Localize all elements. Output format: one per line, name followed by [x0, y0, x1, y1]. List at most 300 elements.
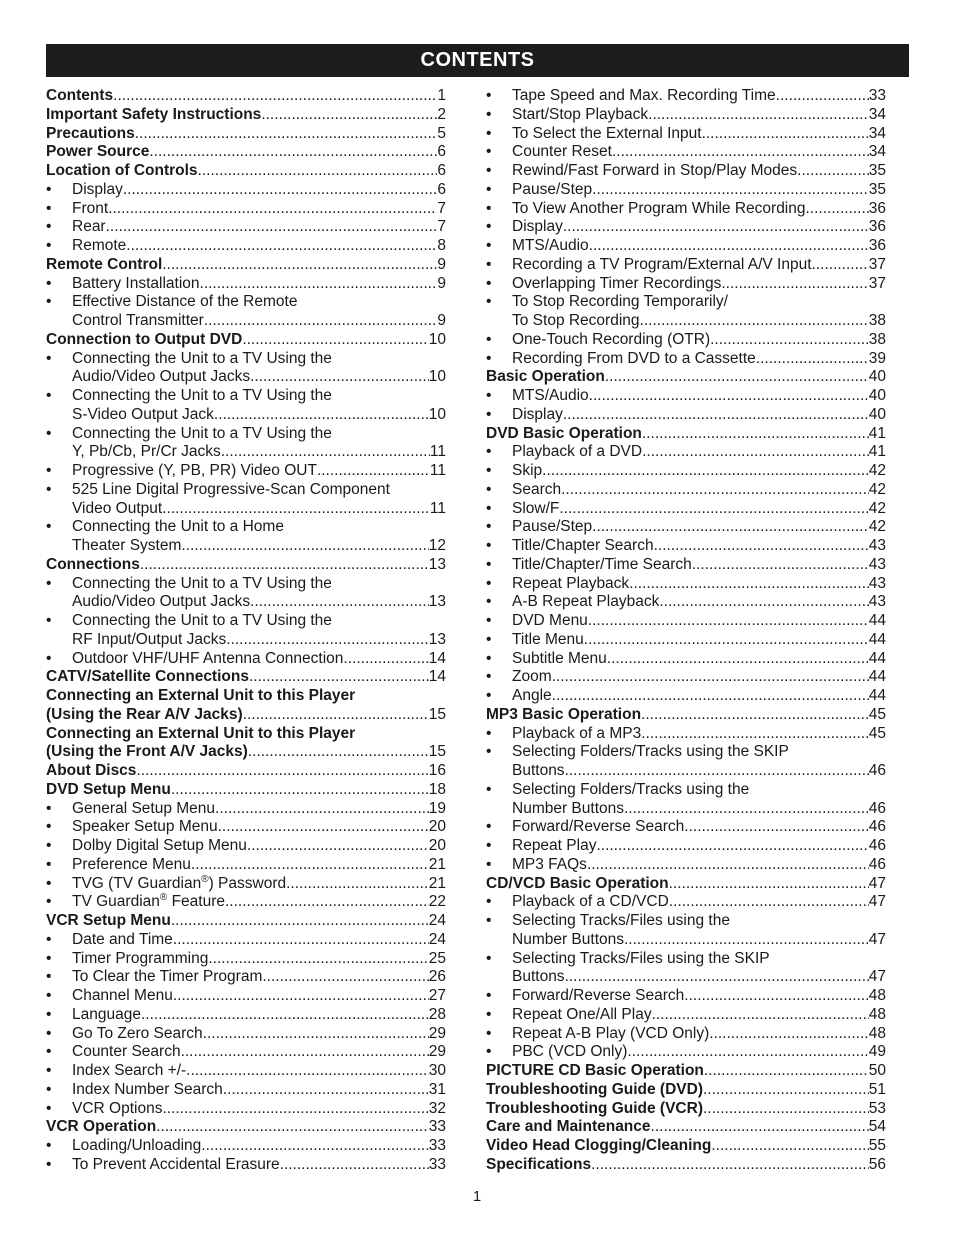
- toc-entry: [46, 706, 446, 725]
- toc-entry-page: 15: [428, 705, 446, 723]
- toc-entry-label: S-Video Output Jack: [72, 405, 214, 423]
- dot-leader: [250, 368, 429, 387]
- bullet-icon: •: [46, 387, 52, 404]
- toc-entry-page: 40: [868, 368, 886, 386]
- toc-entry-label: Go To Zero Search: [72, 1024, 203, 1042]
- toc-entry-page: 24: [428, 930, 446, 948]
- toc-entry-page: 11: [429, 462, 446, 479]
- toc-entry-page: 6: [437, 143, 446, 161]
- toc-entry-label: Control Transmitter: [72, 312, 204, 329]
- toc-entry-label: Recording From DVD to a Cassette: [512, 349, 756, 367]
- bullet-icon: •: [486, 987, 492, 1004]
- toc-entry-page: 22: [428, 893, 446, 911]
- dot-leader: [559, 500, 868, 519]
- toc-entry-label: Timer Programming: [72, 949, 209, 967]
- toc-entry: [486, 950, 886, 969]
- toc-right-column: [486, 87, 886, 1175]
- toc-entry: [486, 1062, 886, 1081]
- toc-entry: [486, 237, 886, 256]
- toc-entry: [486, 256, 886, 275]
- dot-leader: [280, 1156, 429, 1175]
- toc-entry-page: 5: [437, 124, 446, 142]
- toc-entry-label: CATV/Satellite Connections: [46, 668, 249, 686]
- toc-entry: [486, 800, 886, 819]
- toc-entry-label: Connections: [46, 555, 140, 573]
- toc-entry: [46, 912, 446, 931]
- toc-entry-page: 50: [868, 1062, 886, 1079]
- toc-entry-label: Buttons: [512, 762, 565, 779]
- bullet-icon: •: [486, 274, 492, 292]
- bullet-icon: •: [46, 874, 52, 892]
- toc-entry: [46, 106, 446, 125]
- dot-leader: [198, 162, 438, 181]
- toc-entry-label: Loading/Unloading: [72, 1137, 202, 1154]
- dot-leader: [221, 443, 430, 462]
- dot-leader: [126, 237, 437, 256]
- toc-entry-label: Title/Chapter Search: [512, 537, 654, 554]
- dot-leader: [181, 1043, 429, 1062]
- toc-entry: [486, 612, 886, 631]
- toc-entry-label: To Stop Recording Temporarily/: [512, 293, 728, 311]
- toc-entry: [486, 425, 886, 444]
- toc-entry-label: Language: [72, 1005, 141, 1023]
- toc-entry-page: 6: [437, 180, 446, 198]
- toc-entry-label: Basic Operation: [486, 368, 605, 386]
- toc-entry-label: Connecting the Unit to a TV Using the: [72, 387, 332, 404]
- toc-entry-page: 33: [428, 1137, 446, 1154]
- bullet-icon: •: [46, 1005, 52, 1023]
- toc-entry: [46, 650, 446, 669]
- toc-entry: [46, 1062, 446, 1081]
- dot-leader: [343, 650, 428, 669]
- toc-entry: [46, 781, 446, 800]
- toc-entry-label: Video Head Clogging/Cleaning: [486, 1137, 712, 1154]
- bullet-icon: •: [46, 1062, 52, 1079]
- toc-entry-page: 13: [428, 630, 446, 648]
- toc-entry: [486, 856, 886, 875]
- toc-entry-label: CD/VCD Basic Operation: [486, 874, 669, 892]
- dot-leader: [203, 1025, 429, 1044]
- bullet-icon: •: [46, 1099, 52, 1117]
- toc-entry-label: Dolby Digital Setup Menu: [72, 837, 247, 854]
- toc-entry-page: 44: [868, 668, 886, 686]
- toc-entry-label: Slow/F: [512, 499, 560, 517]
- toc-entry-page: 20: [428, 818, 446, 836]
- toc-entry-page: 44: [868, 612, 886, 629]
- toc-entry: [486, 743, 886, 762]
- toc-entry-page: 46: [868, 837, 886, 854]
- dot-leader: [173, 987, 429, 1006]
- dot-leader: [816, 256, 869, 275]
- toc-entry-page: 34: [868, 143, 886, 161]
- toc-entry-page: 42: [868, 499, 886, 517]
- bullet-icon: •: [486, 855, 492, 873]
- toc-entry-label: Troubleshooting Guide (DVD): [486, 1080, 703, 1098]
- dot-leader: [565, 968, 869, 987]
- toc-entry-label: Precautions: [46, 124, 135, 142]
- dot-leader: [552, 687, 869, 706]
- toc-entry-page: 43: [868, 593, 886, 611]
- toc-entry-label: VCR Setup Menu: [46, 912, 171, 929]
- dot-leader: [605, 368, 869, 387]
- toc-entry-page: 16: [428, 762, 446, 779]
- toc-entry-page: 33: [868, 87, 886, 104]
- toc-entry-label: Index Search +/-: [72, 1062, 187, 1079]
- toc-entry-label: Connecting an External Unit to this Player: [46, 687, 356, 704]
- dot-leader: [651, 1118, 869, 1137]
- toc-entry-page: 14: [428, 668, 446, 686]
- toc-entry: [46, 387, 446, 406]
- dot-leader: [552, 668, 869, 687]
- toc-entry: [46, 818, 446, 837]
- dot-leader: [141, 1006, 429, 1025]
- dot-leader: [592, 518, 869, 537]
- dot-leader: [223, 1081, 429, 1100]
- toc-entry-page: 37: [868, 274, 886, 292]
- toc-entry-label: Remote Control: [46, 255, 163, 273]
- toc-entry-page: 43: [868, 555, 886, 573]
- toc-entry-label: DVD Basic Operation: [486, 424, 642, 442]
- toc-entry-label: Specifications: [486, 1155, 592, 1173]
- bullet-icon: •: [486, 387, 492, 404]
- toc-entry-page: 39: [868, 349, 886, 367]
- toc-entry-label: Repeat Play: [512, 837, 597, 854]
- toc-entry-page: 12: [428, 537, 446, 554]
- dot-leader: [797, 162, 869, 181]
- bullet-icon: •: [46, 237, 52, 254]
- toc-entry: [486, 106, 886, 125]
- bullet-icon: •: [486, 555, 492, 573]
- toc-entry-label: To Prevent Accidental Erasure: [72, 1155, 280, 1173]
- toc-entry-page: 13: [428, 593, 446, 611]
- dot-leader: [186, 1062, 429, 1081]
- bullet-icon: •: [46, 1024, 52, 1042]
- toc-entry-page: 46: [868, 855, 886, 873]
- toc-entry: [486, 1043, 886, 1062]
- toc-entry-page: 37: [868, 255, 886, 273]
- toc-entry-label: Playback of a MP3: [512, 724, 642, 742]
- bullet-icon: •: [486, 630, 492, 648]
- toc-entry-label: Audio/Video Output Jacks: [72, 368, 251, 386]
- toc-entry-page: 20: [428, 837, 446, 854]
- dot-leader: [641, 725, 869, 744]
- dot-leader: [702, 125, 869, 144]
- toc-entry-page: 14: [428, 649, 446, 667]
- toc-entry-page: 47: [868, 930, 886, 948]
- toc-entry: [486, 931, 886, 950]
- toc-entry: [486, 575, 886, 594]
- toc-entry-page: 48: [868, 987, 886, 1004]
- toc-entry-page: 6: [437, 162, 446, 179]
- bullet-icon: •: [46, 480, 52, 498]
- toc-entry: [46, 668, 446, 687]
- toc-entry-label: Playback of a DVD: [512, 443, 643, 461]
- dot-leader: [201, 1137, 428, 1156]
- toc-entry-label: Display: [512, 405, 563, 423]
- toc-entry-page: 51: [868, 1080, 886, 1098]
- bullet-icon: •: [486, 912, 492, 929]
- toc-entry: [46, 237, 446, 256]
- toc-entry: [486, 968, 886, 987]
- toc-entry-label: A-B Repeat Playback: [512, 593, 660, 611]
- dot-leader: [286, 875, 429, 894]
- bullet-icon: •: [486, 724, 492, 742]
- dot-leader: [692, 556, 869, 575]
- toc-entry: [46, 443, 446, 462]
- toc-entry: [486, 143, 886, 162]
- bullet-icon: •: [486, 518, 492, 536]
- toc-entry-page: 44: [868, 649, 886, 667]
- toc-entry: [486, 181, 886, 200]
- dot-leader: [215, 800, 429, 819]
- dot-leader: [654, 537, 869, 556]
- toc-entry-label: MP3 Basic Operation: [486, 705, 642, 723]
- toc-entry-label: PBC (VCD Only): [512, 1043, 628, 1061]
- dot-leader: [721, 275, 868, 294]
- toc-entry-label: Video Output: [72, 499, 163, 517]
- toc-entry-label: Selecting Folders/Tracks using the SKIP: [512, 743, 789, 761]
- toc-entry-label: Outdoor VHF/UHF Antenna Connection: [72, 649, 344, 667]
- toc-entry-page: 31: [428, 1080, 446, 1098]
- toc-entry: [486, 706, 886, 725]
- toc-entry: [486, 312, 886, 331]
- dot-leader: [243, 706, 429, 725]
- bullet-icon: •: [46, 462, 52, 479]
- toc-entry-label: Angle: [512, 687, 552, 704]
- bullet-icon: •: [486, 743, 492, 761]
- dot-leader: [629, 575, 869, 594]
- bullet-icon: •: [46, 1155, 52, 1173]
- toc-entry-page: 47: [868, 968, 886, 986]
- toc-entry-page: 21: [428, 855, 446, 873]
- bullet-icon: •: [486, 330, 492, 348]
- toc-entry-label: 525 Line Digital Progressive-Scan Component: [72, 480, 390, 498]
- toc-entry: [46, 987, 446, 1006]
- dot-leader: [317, 462, 430, 481]
- dot-leader: [624, 931, 869, 950]
- toc-entry-label: Care and Maintenance: [486, 1118, 651, 1136]
- toc-entry-label: Front: [72, 199, 109, 217]
- dot-leader: [247, 837, 429, 856]
- bullet-icon: •: [486, 537, 492, 554]
- toc-entry-page: 44: [868, 687, 886, 704]
- toc-entry: [486, 275, 886, 294]
- toc-entry-label: Search: [512, 480, 562, 498]
- toc-entry: [46, 1118, 446, 1137]
- bullet-icon: •: [486, 293, 492, 311]
- toc-entry: [46, 406, 446, 425]
- toc-entry-page: 48: [868, 1005, 886, 1023]
- bullet-icon: •: [486, 199, 492, 217]
- page-number: 1: [472, 1188, 482, 1205]
- dot-leader: [204, 312, 438, 331]
- dot-leader: [596, 837, 868, 856]
- toc-entry: [486, 593, 886, 612]
- toc-entry-label: TV Guardian® Feature: [72, 892, 225, 911]
- toc-entry-label: DVD Setup Menu: [46, 780, 171, 798]
- dot-leader: [589, 387, 869, 406]
- toc-entry: [46, 893, 446, 912]
- dot-leader: [704, 1062, 869, 1081]
- bullet-icon: •: [46, 949, 52, 967]
- bullet-icon: •: [486, 349, 492, 367]
- bullet-icon: •: [46, 612, 52, 629]
- dot-leader: [108, 200, 437, 219]
- toc-entry-page: 2: [437, 105, 446, 123]
- toc-entry-label: VCR Options: [72, 1099, 163, 1117]
- toc-entry: [486, 725, 886, 744]
- dot-leader: [149, 143, 437, 162]
- dot-leader: [659, 593, 868, 612]
- toc-entry-page: 47: [868, 874, 886, 892]
- toc-entry: [46, 200, 446, 219]
- toc-entry-label: Rewind/Fast Forward in Stop/Play Modes: [512, 162, 798, 179]
- toc-entry-label: About Discs: [46, 762, 137, 779]
- dot-leader: [710, 331, 869, 350]
- bullet-icon: •: [46, 293, 52, 311]
- toc-entry-page: 7: [437, 199, 446, 217]
- toc-entry: [486, 518, 886, 537]
- toc-entry: [486, 650, 886, 669]
- toc-entry: [486, 1006, 886, 1025]
- toc-entry-page: 28: [428, 1005, 446, 1023]
- bullet-icon: •: [486, 499, 492, 517]
- bullet-icon: •: [46, 1137, 52, 1154]
- toc-entry: [486, 762, 886, 781]
- toc-entry-label: MTS/Audio: [512, 387, 589, 404]
- toc-entry-page: 10: [428, 405, 446, 423]
- toc-entry-page: 38: [868, 330, 886, 348]
- dot-leader: [703, 1100, 869, 1119]
- toc-entry: [46, 875, 446, 894]
- dot-leader: [711, 1137, 868, 1156]
- toc-entry-label: Title Menu: [512, 630, 584, 648]
- toc-entry-page: 10: [428, 368, 446, 386]
- toc-entry-label: VCR Operation: [46, 1118, 157, 1136]
- toc-entry-page: 18: [428, 780, 446, 798]
- toc-entry: [486, 218, 886, 237]
- dot-leader: [123, 181, 438, 200]
- toc-entry-label: One-Touch Recording (OTR): [512, 330, 711, 348]
- dot-leader: [709, 1025, 868, 1044]
- toc-entry: [486, 1137, 886, 1156]
- toc-entry: [46, 481, 446, 500]
- dot-leader: [140, 556, 429, 575]
- toc-entry: [46, 1043, 446, 1062]
- toc-entry-label: Location of Controls: [46, 162, 198, 179]
- toc-entry-label: Tape Speed and Max. Recording Time: [512, 87, 776, 104]
- toc-entry: [46, 743, 446, 762]
- toc-entry-label: Display: [512, 218, 563, 236]
- toc-entry-label: Repeat One/All Play: [512, 1005, 652, 1023]
- toc-entry-label: Connecting the Unit to a TV Using the: [72, 574, 332, 592]
- dot-leader: [173, 931, 429, 950]
- toc-entry-label: Preference Menu: [72, 855, 191, 873]
- toc-entry-label: DVD Menu: [512, 612, 588, 629]
- toc-entry-page: 33: [428, 1118, 446, 1136]
- toc-entry-page: 46: [868, 818, 886, 836]
- bullet-icon: •: [46, 274, 52, 292]
- toc-entry-label: Date and Time: [72, 930, 173, 948]
- dot-leader: [262, 968, 428, 987]
- toc-entry-label: Remote: [72, 237, 127, 254]
- toc-entry: [486, 406, 886, 425]
- toc-entry: [46, 500, 446, 519]
- toc-entry-label: Pause/Step: [512, 180, 593, 198]
- toc-entry: [46, 312, 446, 331]
- toc-entry-label: Speaker Setup Menu: [72, 818, 218, 836]
- dot-leader: [162, 500, 430, 519]
- toc-entry-label: Progressive (Y, PB, PR) Video OUT: [72, 462, 317, 479]
- bullet-icon: •: [46, 855, 52, 873]
- toc-entry-page: 1: [437, 87, 446, 104]
- bullet-icon: •: [46, 180, 52, 198]
- toc-entry-label: Buttons: [512, 968, 565, 986]
- toc-entry-page: 35: [868, 162, 886, 179]
- bullet-icon: •: [46, 424, 52, 442]
- toc-entry-page: 19: [428, 799, 446, 817]
- toc-entry: [46, 162, 446, 181]
- bullet-icon: •: [486, 143, 492, 161]
- toc-entry-page: 55: [868, 1137, 886, 1154]
- toc-entry: [486, 893, 886, 912]
- toc-entry: [46, 837, 446, 856]
- toc-entry-label: TVG (TV Guardian®) Password: [72, 873, 287, 892]
- dot-leader: [652, 106, 868, 125]
- dot-leader: [641, 706, 869, 725]
- toc-entry: [46, 856, 446, 875]
- toc-entry: [486, 1081, 886, 1100]
- bullet-icon: •: [486, 255, 492, 273]
- toc-entry-label: Repeat A-B Play (VCD Only): [512, 1024, 710, 1042]
- toc-entry-page: 29: [428, 1043, 446, 1061]
- dot-leader: [756, 350, 869, 369]
- dot-leader: [171, 781, 429, 800]
- toc-entry: [46, 218, 446, 237]
- bullet-icon: •: [486, 87, 492, 104]
- dot-leader: [806, 200, 869, 219]
- toc-entry-label: MP3 FAQs: [512, 855, 587, 873]
- toc-entry: [486, 912, 886, 931]
- toc-entry-page: 47: [868, 893, 886, 911]
- toc-entry-page: 43: [868, 537, 886, 554]
- toc-entry-page: 34: [868, 124, 886, 142]
- toc-entry: [46, 950, 446, 969]
- dot-leader: [592, 181, 869, 200]
- toc-entry: [486, 162, 886, 181]
- bullet-icon: •: [46, 799, 52, 817]
- bullet-icon: •: [46, 218, 52, 236]
- dot-leader: [250, 593, 429, 612]
- toc-entry-page: 11: [429, 443, 446, 461]
- toc-entry: [46, 368, 446, 387]
- toc-entry-page: 8: [437, 237, 446, 254]
- toc-entry: [46, 275, 446, 294]
- bullet-icon: •: [486, 949, 492, 967]
- toc-entry: [46, 143, 446, 162]
- toc-entry-label: To Select the External Input: [512, 124, 702, 142]
- dot-leader: [200, 275, 438, 294]
- dot-leader: [162, 256, 437, 275]
- toc-entry-label: Playback of a CD/VCD: [512, 893, 669, 911]
- toc-entry-label: Number Buttons: [512, 930, 624, 948]
- bullet-icon: •: [486, 893, 492, 911]
- toc-entry-label: (Using the Front A/V Jacks): [46, 743, 248, 761]
- toc-entry-label: Selecting Folders/Tracks using the: [512, 780, 750, 798]
- bullet-icon: •: [486, 1024, 492, 1042]
- toc-entry-label: Selecting Tracks/Files using the: [512, 912, 730, 929]
- toc-entry-label: To Clear the Timer Program: [72, 968, 263, 986]
